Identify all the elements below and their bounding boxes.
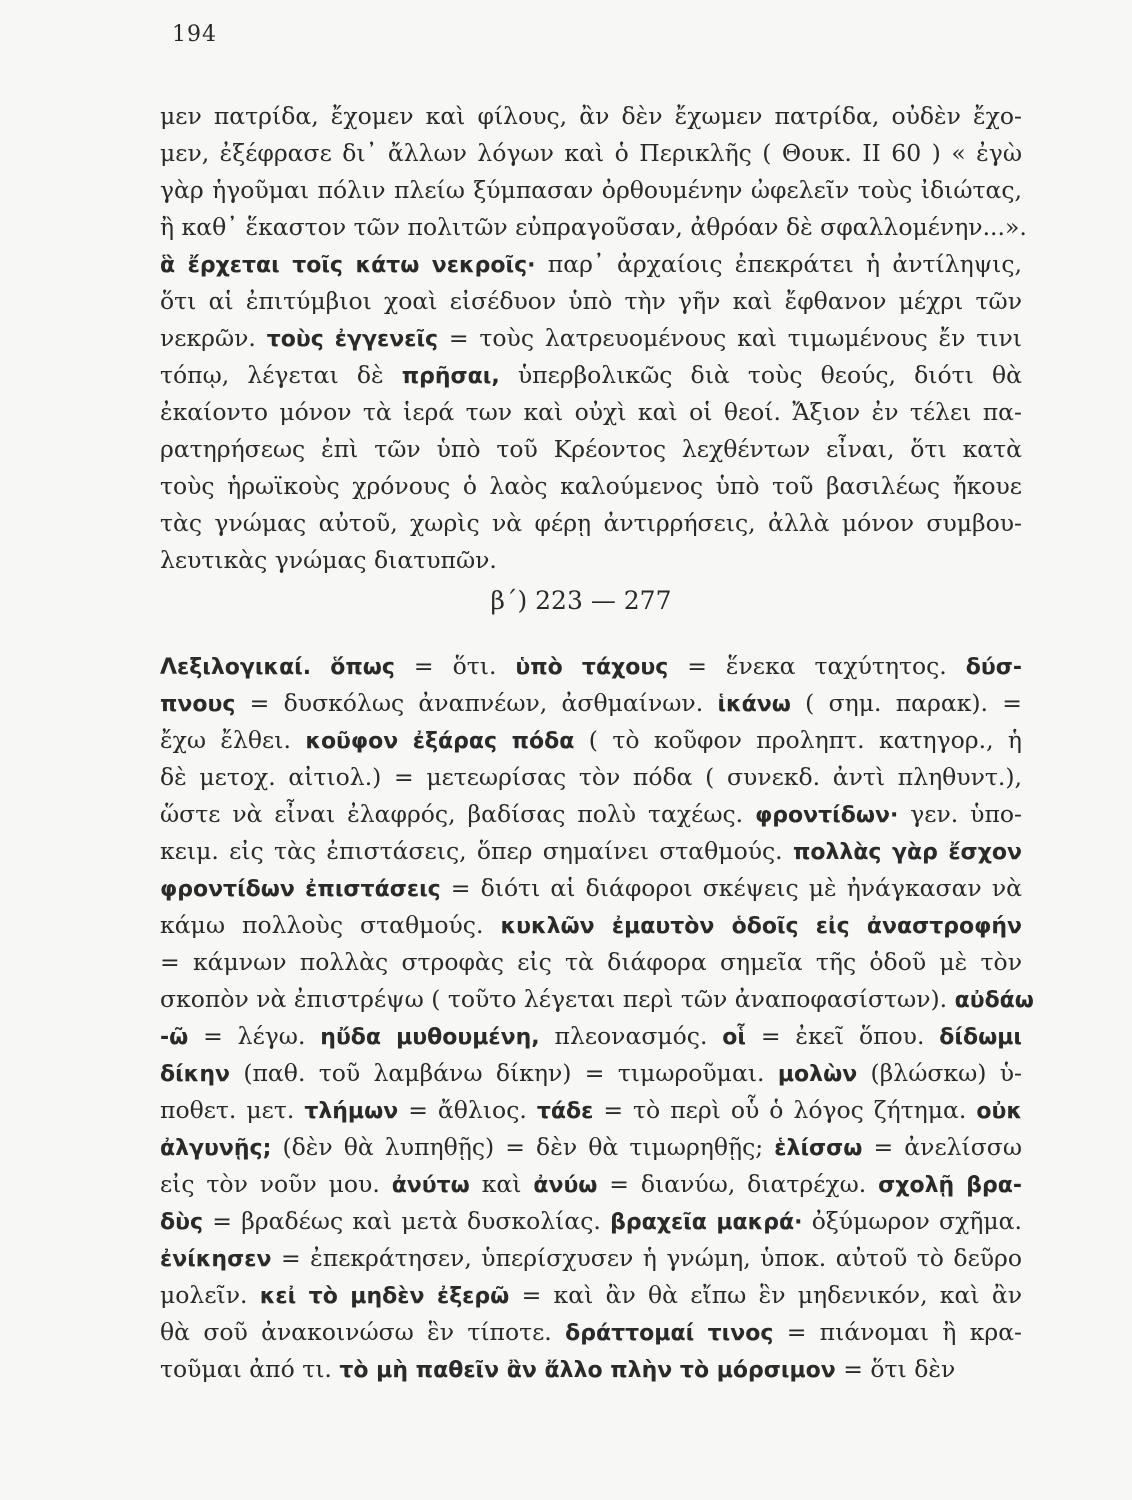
bold-term: δίδωμι [939, 1025, 1022, 1050]
text-line [160, 1055, 1022, 1092]
text-run: = βραδέως καὶ μετὰ δυσκολίας. [203, 1207, 611, 1235]
text-line [160, 1314, 1022, 1351]
text-run: ὅτι αἱ ἐπιτύμβιοι χοαὶ εἰσέδυον ὑπὸ τὴν γῆν καὶ ἔφθανον μέχρι τῶν [160, 287, 1022, 315]
bold-term: δὺς [160, 1210, 204, 1235]
text-run: = διότι αἱ διάφοροι σκέψεις μὲ ἠνάγκασαν νὰ [440, 874, 1022, 902]
bold-term: ἐνίκησεν [160, 1247, 272, 1272]
bold-term: ἑλίσσω [774, 1136, 863, 1161]
bold-term: τοὺς ἐγγενεῖς [266, 327, 439, 352]
bold-term: ἀνύω [533, 1173, 598, 1198]
text-run: ἔχω ἔλθει. [160, 726, 306, 754]
text-run: γεν. ὑπο- [898, 800, 1022, 828]
text-line [160, 722, 1022, 759]
text-line [160, 1203, 1022, 1240]
text-line [160, 135, 1022, 172]
text-run: (βλώσκω) ὑ- [857, 1059, 1022, 1087]
text-run: δὲ μετοχ. αἰτιολ.) = μετεωρίσας τὸν πόδα ( συνεκδ. ἀντὶ πληθυντ.), [160, 763, 1022, 791]
bold-term: ἱκάνω [717, 692, 791, 717]
bold-term: φροντίδων· [755, 803, 899, 828]
text-run: μολεῖν. [160, 1281, 260, 1309]
text-run: = ἐπεκράτησεν, ὑπερίσχυσεν ἡ γνώμη, ὑποκ. αὐτοῦ τὸ δεῦρο [271, 1244, 1022, 1272]
text-run: μεν πατρίδα, ἔχομεν καὶ φίλους, ἂν δὲν ἔχωμεν πατρίδα, οὐδὲν ἔχο- [160, 102, 1022, 130]
bold-term: κεἰ τὸ μηδὲν ἐξερῶ [259, 1284, 510, 1309]
text-run: ὀξύμωρον σχῆμα. [802, 1207, 1023, 1235]
text-line [160, 98, 1022, 135]
page-number: 194 [172, 22, 217, 47]
text-run: καὶ [469, 1170, 534, 1198]
bold-term: δράττομαί τινος [565, 1321, 774, 1346]
text-line [160, 468, 1022, 505]
text-run: ἐκαίοντο μόνον τὰ ἱερά των καὶ οὐχὶ καὶ οἱ θεοί. Ἄξιον ἐν τέλει πα- [160, 398, 1022, 426]
text-run: = διανύω, διατρέχω. [597, 1170, 879, 1198]
bold-term: τάδε [536, 1099, 594, 1124]
text-run: ( σημ. παρακ). = [790, 689, 1022, 717]
text-line [160, 1166, 1022, 1203]
bold-term: ἀνύτω [391, 1173, 470, 1198]
bold-term: αὐδάω [954, 988, 1034, 1013]
text-line [160, 505, 1022, 542]
bold-term: τλήμων [304, 1099, 399, 1124]
text-run: = ἕνεκα ταχύτητος. [668, 652, 966, 680]
text-run: = ὅτι. [394, 652, 516, 680]
text-run: ἢ καθ᾽ ἕκαστον τῶν πολιτῶν εὐπραγοῦσαν, ἀθρόαν δὲ σφαλλομένην...». [160, 213, 1027, 241]
text-run: λευτικὰς γνώμας διατυπῶν. [160, 546, 497, 574]
text-line [160, 648, 1022, 685]
bold-term: δύσ- [965, 655, 1022, 680]
bold-term: κοῦφον ἐξάρας πόδα [305, 729, 575, 754]
text-run: = τοὺς λατρευομένους καὶ τιμωμένους ἔν τινι [438, 324, 1022, 352]
bold-term: ηὔδα μυθουμένη, [320, 1025, 540, 1050]
text-run: = ὅτι δὲν [835, 1355, 956, 1383]
text-run: = δυσκόλως ἀναπνέων, ἀσθμαίνων. [235, 689, 718, 717]
text-line [160, 833, 1022, 870]
text-run: = κάμνων πολλὰς στροφὰς εἰς τὰ διάφορα σημεῖα τῆς ὁδοῦ μὲ τὸν [160, 948, 1022, 976]
text-run: ὑπερβολικῶς διὰ τοὺς θεούς, διότι θὰ [499, 361, 1022, 389]
bold-term: -ῶ [160, 1025, 189, 1050]
text-run: πλεονασμός. [539, 1022, 723, 1050]
bold-term: ἃ ἔρχεται τοῖς κάτω νεκροῖς· [160, 253, 536, 278]
text-line [160, 431, 1022, 468]
text-run: παρ᾽ ἀρχαίοις ἐπεκράτει ἡ ἀντίληψις, [535, 250, 1023, 278]
bold-term: οἷ [722, 1025, 746, 1050]
text-line [160, 394, 1022, 431]
text-line [160, 759, 1022, 796]
text-run: = πιάνομαι ἢ κρα- [773, 1318, 1023, 1346]
bold-term: δίκην [160, 1062, 230, 1087]
text-run: (δὲν θὰ λυπηθῇς) = δὲν θὰ τιμωρηθῇς; [271, 1133, 775, 1161]
bold-term: κυκλῶν ἐμαυτὸν ὁδοῖς εἰς ἀναστροφήν [500, 914, 1023, 939]
bold-term: ἀλγυνῇς; [160, 1136, 272, 1161]
text-line [160, 981, 1034, 1018]
text-run: ( τὸ κοῦφον προληπτ. κατηγορ., ἡ [574, 726, 1023, 754]
bold-term: πρῆσαι, [401, 364, 500, 389]
text-run: τὰς γνώμας αὐτοῦ, χωρὶς νὰ φέρῃ ἀντιρρήσεις, ἀλλὰ μόνον συμβου- [160, 509, 1022, 537]
text-line [160, 1092, 1022, 1129]
text-run: τόπῳ, λέγεται δὲ [160, 361, 402, 389]
text-line [160, 1018, 1022, 1055]
text-run: κάμω πολλοὺς σταθμούς. [160, 911, 501, 939]
text-line [160, 944, 1022, 981]
text-run: (παθ. τοῦ λαμβάνω δίκην) = τιμωροῦμαι. [229, 1059, 778, 1087]
text-line [160, 209, 1027, 246]
text-line [160, 357, 1022, 394]
bold-term: βραχεῖα μακρά· [610, 1210, 803, 1235]
text-run: = ἄθλιος. [398, 1096, 537, 1124]
paragraph-vocabulary [160, 648, 1034, 1388]
text-run: ρατηρήσεως ἐπὶ τῶν ὑπὸ τοῦ Κρέοντος λεχθέντων εἶναι, ὅτι κατὰ [160, 435, 1022, 463]
text-line [160, 870, 1022, 907]
text-line [160, 320, 1022, 357]
text-line [160, 283, 1022, 320]
text-run: ποθετ. μετ. [160, 1096, 305, 1124]
bold-term: σχολῇ βρα- [878, 1173, 1022, 1198]
text-run: μεν, ἐξέφρασε δι᾽ ἄλλων λόγων καὶ ὁ Περικλῆς ( Θουκ. ΙΙ 60 ) « ἐγὼ [160, 139, 1022, 167]
text-run: κειμ. εἰς τὰς ἐπιστάσεις, ὅπερ σημαίνει σταθμούς. [160, 837, 793, 865]
text-run: σκοπὸν νὰ ἐπιστρέψω ( τοῦτο λέγεται περὶ τῶν ἀναποφασίστων). [160, 985, 955, 1013]
bold-term: πνους [160, 692, 236, 717]
text-run: ὥστε νὰ εἶναι ἐλαφρός, βαδίσας πολὺ ταχέως. [160, 800, 756, 828]
bold-term: ὑπὸ τάχους [515, 655, 669, 680]
text-run: = καὶ ἂν θὰ εἴπω ἓν μηδενικόν, καὶ ἂν [509, 1281, 1023, 1309]
section-heading: β΄) 223 — 277 [490, 586, 672, 615]
text-run: γὰρ ἡγοῦμαι πόλιν πλείω ξύμπασαν ὀρθουμένην ὠφελεῖν τοὺς ἰδιώτας, [160, 176, 1022, 204]
text-run: θὰ σοῦ ἀνακοινώσω ἓν τίποτε. [160, 1318, 566, 1346]
text-line [160, 1129, 1022, 1166]
bold-term: Λεξιλογικαί. ὅπως [160, 655, 395, 680]
bold-term: φροντίδων ἐπιστάσεις [160, 877, 441, 902]
text-run: τοὺς ἡρωϊκοὺς χρόνους ὁ λαὸς καλούμενος ὑπὸ τοῦ βασιλέως ἤκουε [160, 472, 1022, 500]
bold-term: τὸ μὴ παθεῖν ἂν ἄλλο πλὴν τὸ μόρσιμον [339, 1358, 836, 1383]
text-run: = ἀνελίσσω [862, 1133, 1022, 1161]
bold-term: οὐκ [976, 1099, 1022, 1124]
text-run: = ἐκεῖ ὅπου. [745, 1022, 940, 1050]
text-line [160, 542, 1022, 579]
text-line [160, 1351, 1022, 1388]
text-line [160, 246, 1022, 283]
text-line [160, 685, 1022, 722]
text-line [160, 1277, 1022, 1314]
text-line [160, 907, 1022, 944]
paragraph-commentary [160, 98, 1027, 579]
text-line [160, 796, 1022, 833]
text-run: νεκρῶν. [160, 324, 267, 352]
text-line [160, 1240, 1022, 1277]
bold-term: μολὼν [777, 1062, 858, 1087]
text-line [160, 172, 1022, 209]
text-run: εἰς τὸν νοῦν μου. [160, 1170, 392, 1198]
text-run: = τὸ περὶ οὗ ὁ λόγος ζήτημα. [593, 1096, 977, 1124]
bold-term: πολλὰς γὰρ ἔσχον [792, 840, 1022, 865]
text-run: = λέγω. [188, 1022, 321, 1050]
text-run: τοῦμαι ἀπό τι. [160, 1355, 340, 1383]
